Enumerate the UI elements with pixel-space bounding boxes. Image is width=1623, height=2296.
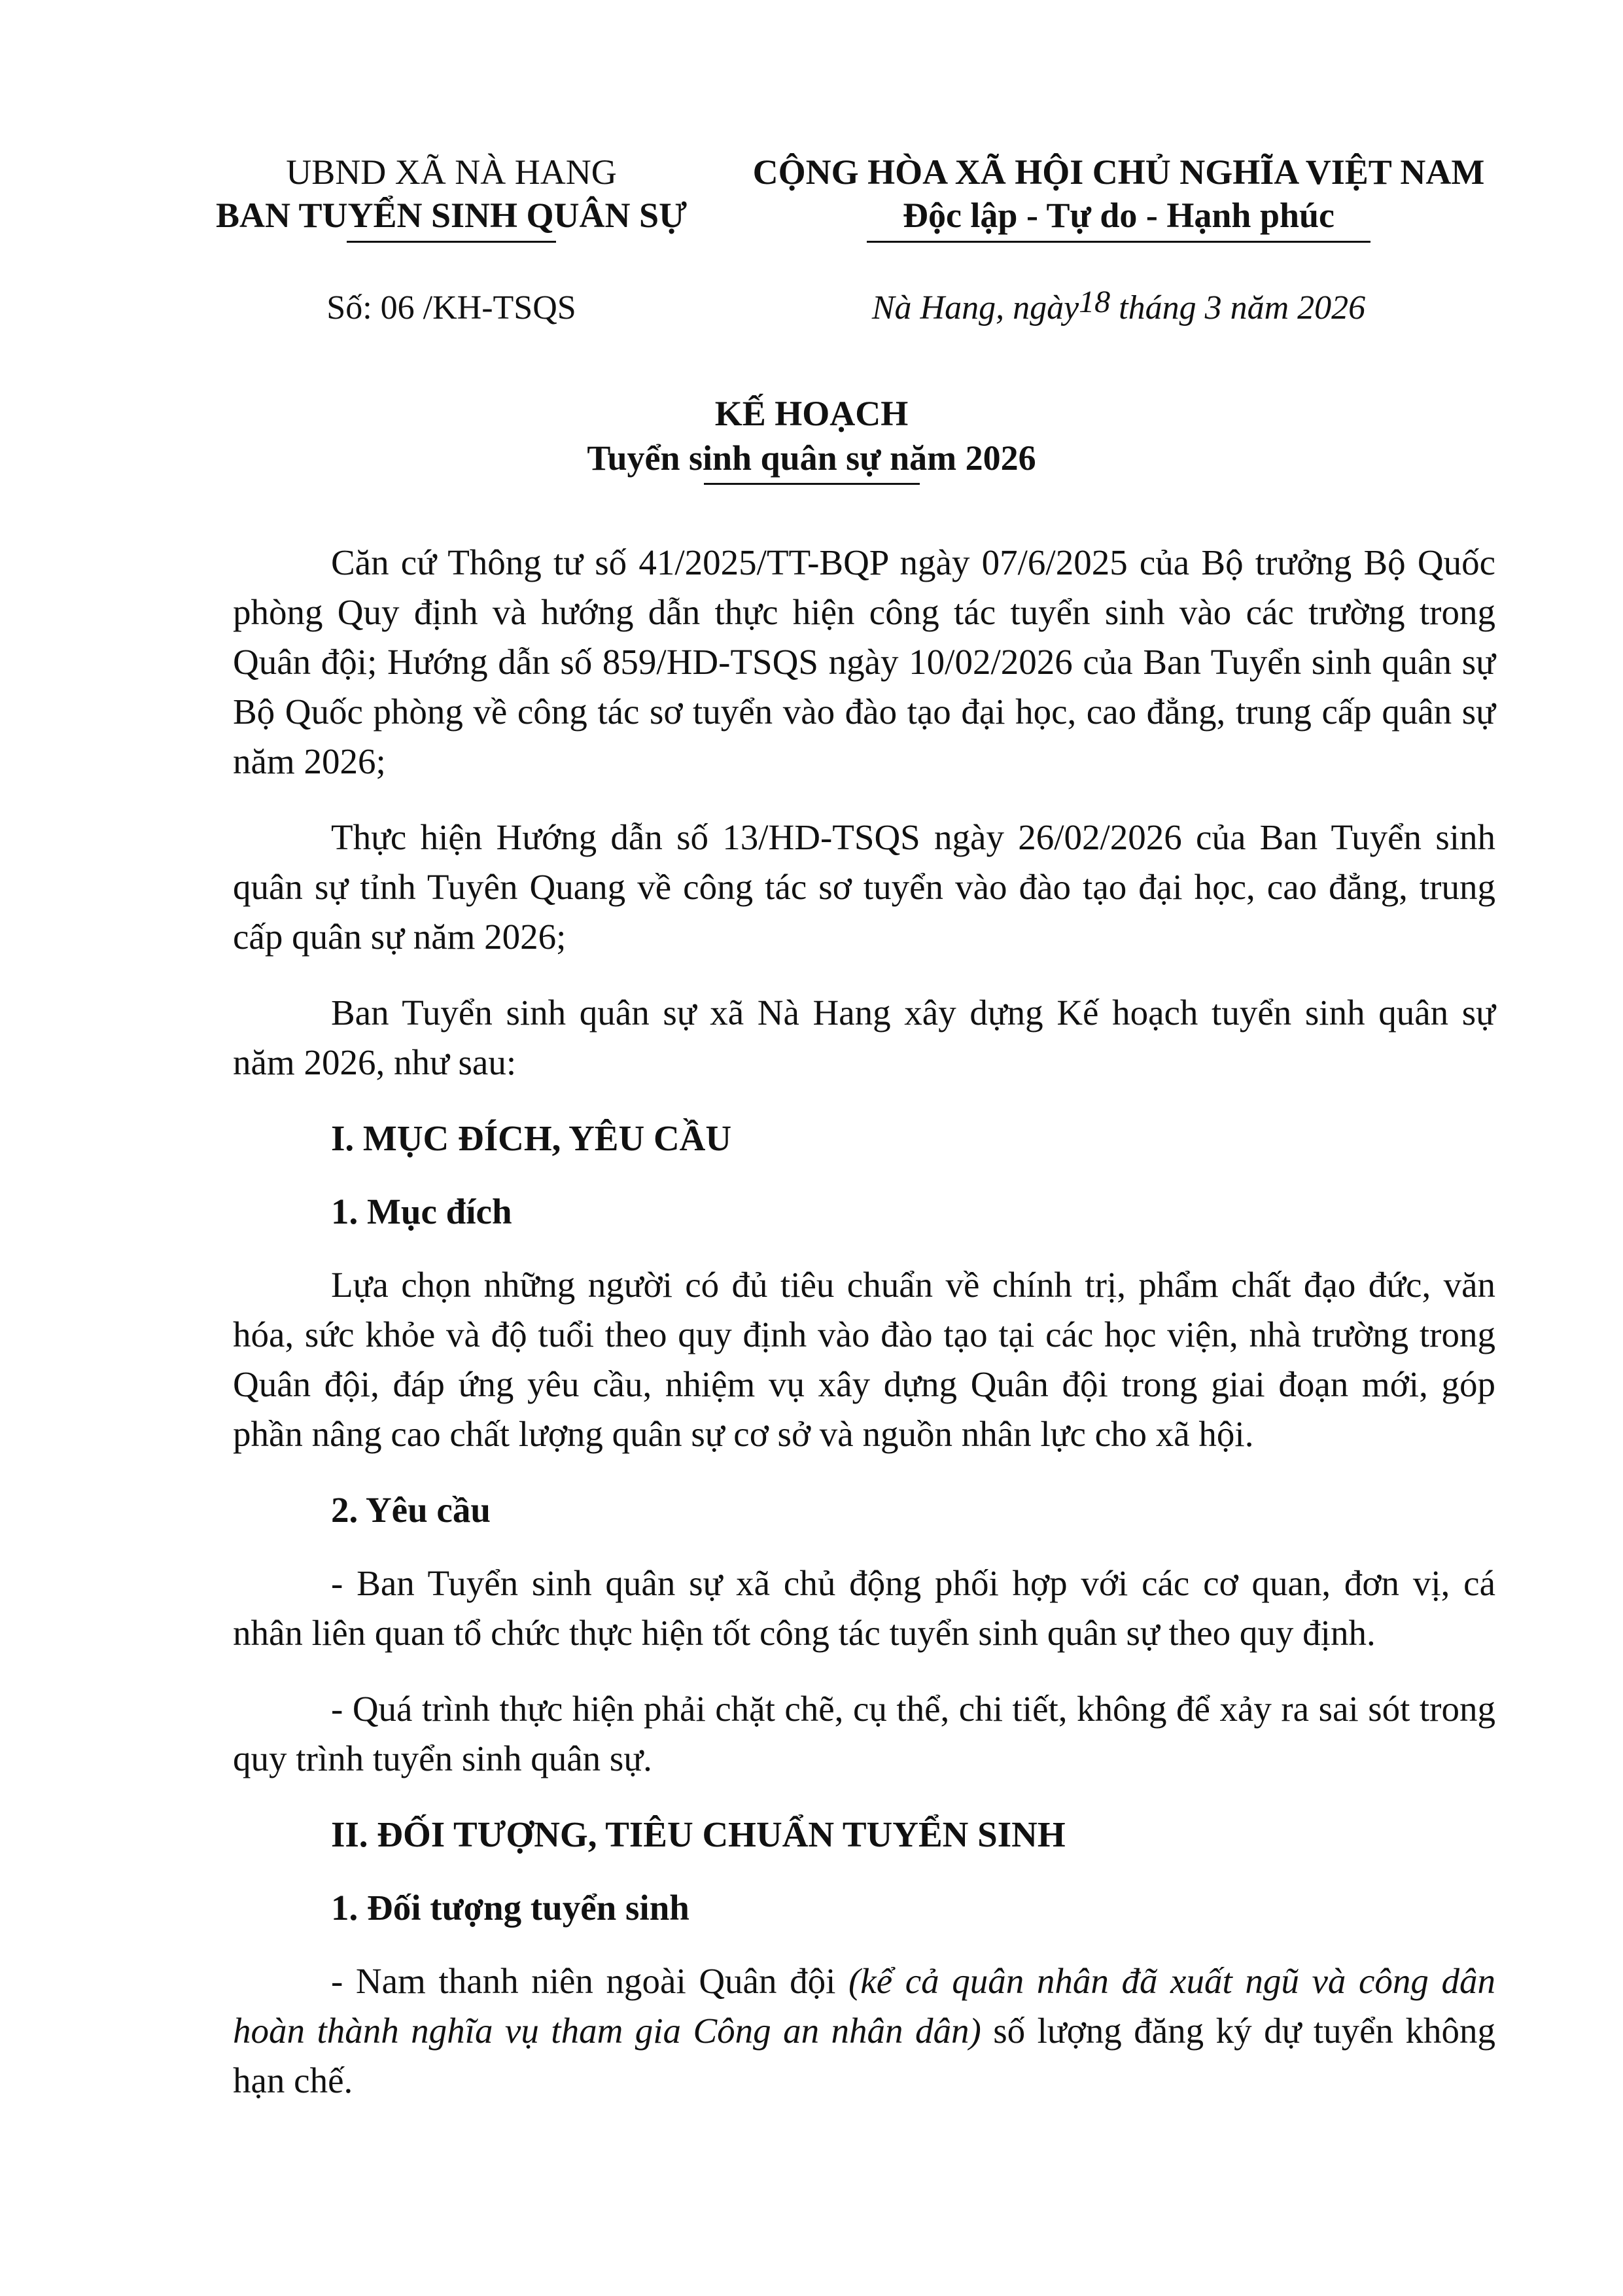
motto: Độc lập - Tự do - Hạnh phúc	[902, 196, 1335, 235]
target-text-start: - Nam thanh niên ngoài Quân đội	[331, 1961, 848, 2001]
motto-underline	[867, 241, 1370, 243]
section-heading-1: I. MỤC ĐÍCH, YÊU CẦU	[331, 1118, 732, 1158]
org-name-line2: BAN TUYỂN SINH QUÂN SỰ	[215, 196, 688, 235]
title-line2: Tuyển sinh quân sự năm 2026	[587, 438, 1036, 478]
date-suffix: tháng 3 năm 2026	[1119, 289, 1366, 327]
paragraph-target	[233, 1956, 1495, 2106]
title-line1: KẾ HOẠCH	[714, 394, 909, 433]
paragraph-legal-basis: Căn cứ Thông tư số 41/2025/TT-BQP ngày 07/6/2025 của Bộ trưởng Bộ Quốc phòng Quy định và hướng dẫn thực hiện công tác tuyển sinh vào các trường trong Quân đội; Hướng dẫn số 859/HD-TSQS ngày 10/02/2026 của Ban Tuyển sinh quân sự Bộ Quốc phòng về công tác sơ tuyển vào đào tạo đại học, cao đẳng, trung cấp quân sự năm 2026;	[233, 542, 1495, 781]
date-prefix: Nà Hang, ngày	[871, 289, 1079, 327]
paragraph-purpose: Lựa chọn những người có đủ tiêu chuẩn về chính trị, phẩm chất đạo đức, văn hóa, sức khỏe và độ tuổi theo quy định vào đào tạo tại các học viện, nhà trường trong Quân đội, đáp ứng yêu cầu, nhiệm vụ xây dựng Quân đội trong giai đoạn mới, góp phần nâng cao chất lượng quân sự cơ sở và nguồn nhân lực cho xã hội.	[233, 1265, 1495, 1454]
number-value: 06	[380, 289, 415, 327]
subsection-target: 1. Đối tượng tuyển sinh	[331, 1888, 689, 1928]
date-day: 18	[1079, 285, 1111, 319]
paragraph-requirement-2: - Quá trình thực hiện phải chặt chẽ, cụ thể, chi tiết, không để xảy ra sai sót trong quy trình tuyển sinh quân sự.	[233, 1689, 1495, 1778]
target-text-end: số lượng đăng ký dự tuyển không hạn chế.	[233, 2011, 1495, 2100]
document-title	[0, 391, 1623, 485]
issuing-organization	[190, 150, 713, 243]
document-number	[190, 287, 713, 330]
org-underline	[347, 241, 556, 243]
document-body	[233, 538, 1495, 2132]
target-text-italic: (kể cả quân nhân đã xuất ngũ và công dân hoàn thành nghĩa vụ tham gia Công an nhân dân)	[233, 1961, 1495, 2051]
section-heading-2: II. ĐỐI TƯỢNG, TIÊU CHUẨN TUYỂN SINH	[331, 1814, 1066, 1854]
number-prefix: Số:	[326, 289, 372, 327]
title-underline	[704, 483, 920, 485]
paragraph-requirement-1: - Ban Tuyển sinh quân sự xã chủ động phối hợp với các cơ quan, đơn vị, cá nhân liên quan tổ chức thực hiện tốt công tác tuyển sinh quân sự theo quy định.	[233, 1563, 1495, 1653]
org-name-line1: UBND XÃ NÀ HANG	[286, 152, 617, 192]
nation-name: CỘNG HÒA XÃ HỘI CHỦ NGHĨA VIỆT NAM	[752, 152, 1485, 192]
document-date	[713, 287, 1524, 330]
subsection-requirements: 2. Yêu cầu	[331, 1490, 491, 1530]
national-motto	[713, 150, 1524, 243]
number-suffix: /KH-TSQS	[423, 289, 576, 327]
paragraph-intro: Ban Tuyển sinh quân sự xã Nà Hang xây dựng Kế hoạch tuyển sinh quân sự năm 2026, như sau:	[233, 993, 1495, 1082]
paragraph-implementation: Thực hiện Hướng dẫn số 13/HD-TSQS ngày 26/02/2026 của Ban Tuyển sinh quân sự tỉnh Tuyên Quang về công tác sơ tuyển vào đào tạo đại học, cao đẳng, trung cấp quân sự năm 2026;	[233, 817, 1495, 957]
subsection-purpose: 1. Mục đích	[331, 1192, 512, 1231]
